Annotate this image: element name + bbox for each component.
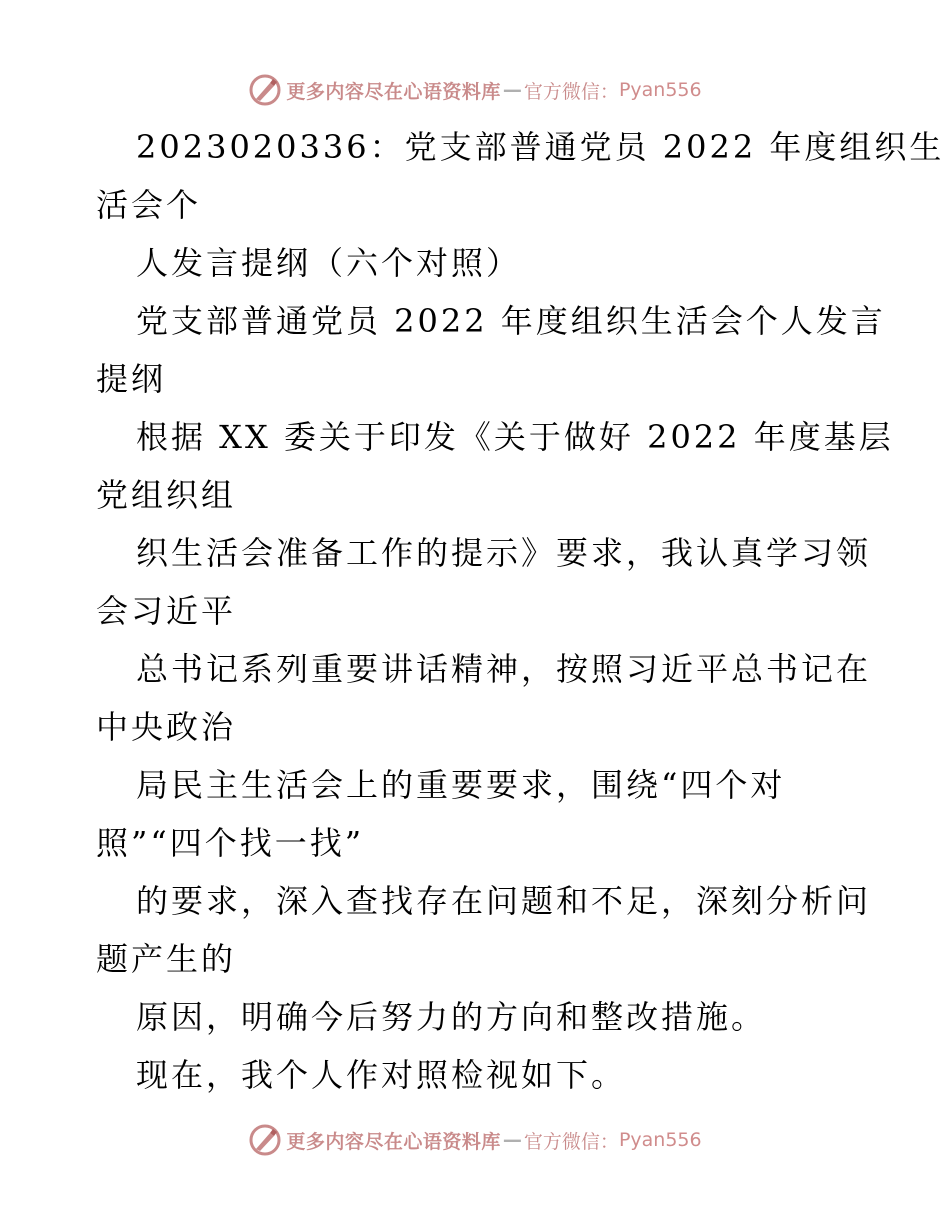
text-line: 题产生的 — [96, 940, 237, 978]
text-line: 2023020336：党支部普通党员 2022 年度组织生 — [136, 128, 945, 166]
text-line: 原因，明确今后努力的方向和整改措施。 — [136, 998, 767, 1036]
header-watermark — [0, 70, 950, 110]
text-line: 活会个 — [96, 186, 202, 224]
text-line: 党组织组 — [96, 476, 237, 514]
text-line: 会习近平 — [96, 592, 237, 630]
text-line: 根据 XX 委关于印发《关于做好 2022 年度基层 — [136, 418, 894, 456]
watermark-main-text: 更多内容尽在心语资料库 — [286, 1130, 501, 1153]
watermark-dash: — — [502, 79, 522, 101]
pen-logo-icon — [248, 73, 282, 107]
text-line: 照”“四个找一找” — [96, 824, 365, 862]
watermark-sub-text: 官方微信： — [523, 80, 619, 103]
pen-logo-icon — [248, 1123, 282, 1157]
text-line: 党支部普通党员 2022 年度组织生活会个人发言 — [136, 302, 886, 340]
watermark-sub-text: 官方微信： — [523, 1130, 619, 1153]
watermark-wechat-id: Pyan556 — [618, 1129, 702, 1151]
footer-watermark — [0, 1120, 950, 1160]
text-line: 局民主生活会上的重要要求，围绕“四个对 — [136, 766, 786, 804]
text-line: 织生活会准备工作的提示》要求，我认真学习领 — [136, 534, 872, 572]
watermark-wechat-id: Pyan556 — [618, 79, 702, 101]
text-line: 现在，我个人作对照检视如下。 — [136, 1056, 627, 1094]
text-line: 的要求，深入查找存在问题和不足，深刻分析问 — [136, 882, 872, 920]
text-line: 总书记系列重要讲话精神，按照习近平总书记在 — [136, 650, 872, 688]
watermark-main-text: 更多内容尽在心语资料库 — [286, 80, 501, 103]
document-body — [96, 118, 945, 1104]
text-line: 中央政治 — [96, 708, 237, 746]
watermark-dash: — — [502, 1129, 522, 1151]
text-line: 人发言提纲（六个对照） — [136, 244, 522, 282]
text-line: 提纲 — [96, 360, 167, 398]
